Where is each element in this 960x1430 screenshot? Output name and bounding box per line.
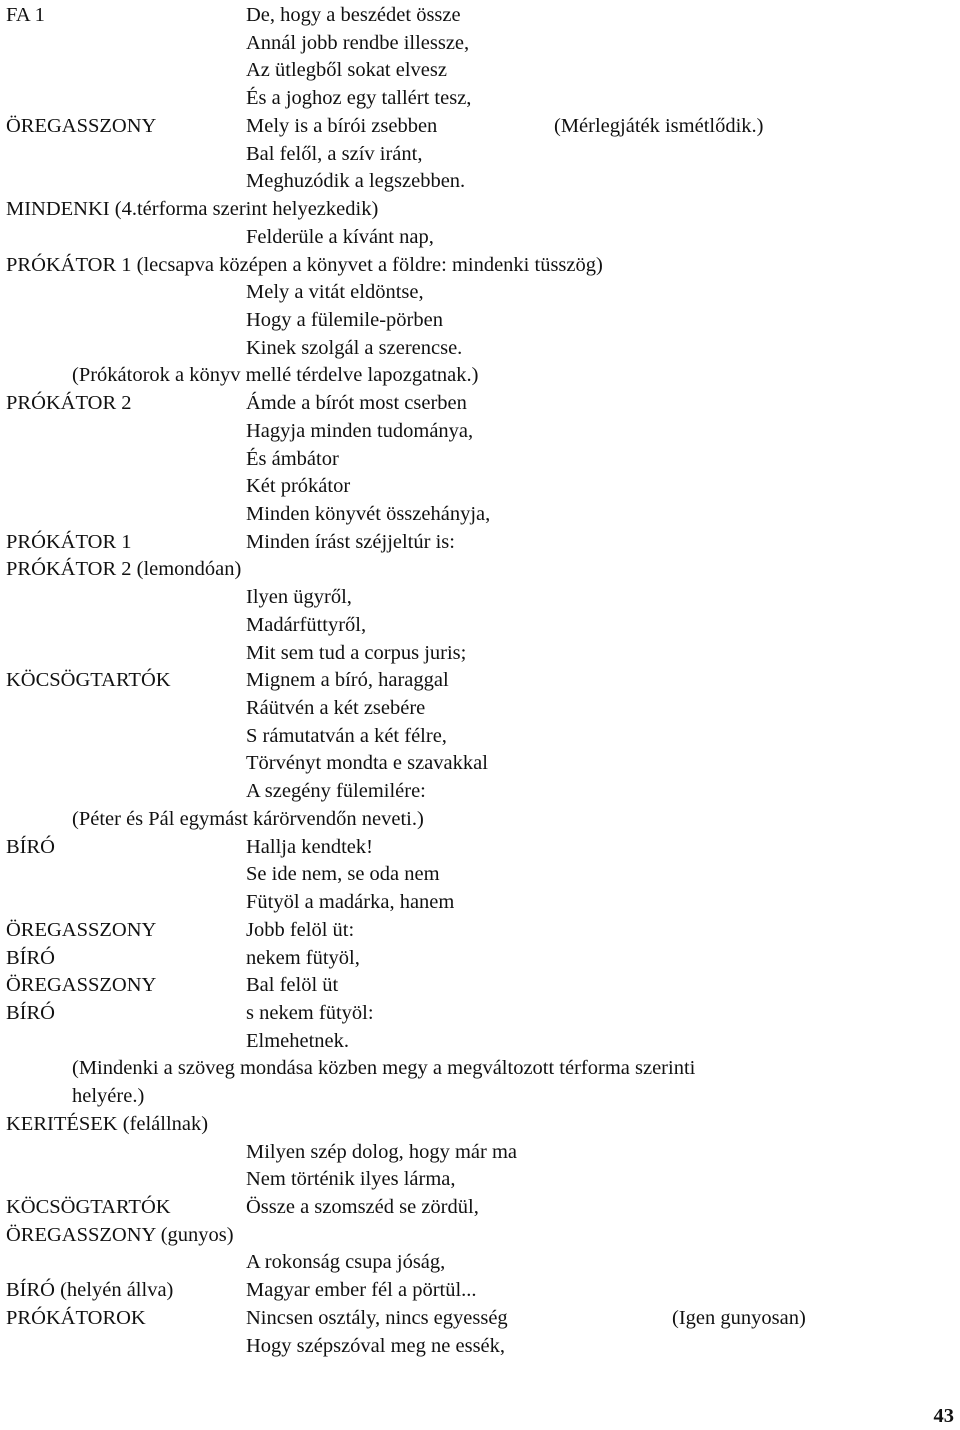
verse-text: Se ide nem, se oda nem <box>246 863 440 886</box>
script-line <box>0 1110 960 1138</box>
verse-text: Hagyja minden tudománya, <box>246 419 474 442</box>
verse-text: Ámde a bírót most cserben <box>246 392 467 415</box>
verse-text: Minden könyvét összehányja, <box>246 503 491 525</box>
script-line <box>0 1027 960 1055</box>
verse-text: Felderüle a kívánt nap, <box>246 225 434 248</box>
verse-text: Nem történik ilyes lárma, <box>246 1168 456 1191</box>
script-line <box>0 1221 960 1249</box>
speaker-name: KÖCSÖGTARTÓK <box>6 1196 171 1218</box>
script-line <box>0 472 960 500</box>
verse-text: A rokonság csupa jóság, <box>246 1251 446 1274</box>
verse-text: Fütyöl a madárka, hanem <box>246 891 455 913</box>
script-line <box>0 29 960 57</box>
script-line <box>0 971 960 999</box>
speaker-name: PRÓKÁTOR 2 (lemondóan) <box>6 558 242 581</box>
speaker-name: BÍRÓ <box>6 835 55 858</box>
script-line <box>0 999 960 1027</box>
script-line <box>0 1332 960 1360</box>
verse-text: Elmehetnek. <box>246 1029 350 1052</box>
verse-text: A szegény fülemilére: <box>246 780 426 803</box>
verse-text: Hallja kendtek! <box>246 835 373 858</box>
speaker-name: BÍRÓ <box>6 946 55 969</box>
verse-text: s nekem fütyöl: <box>246 1001 374 1024</box>
verse-text: Össze a szomszéd se zördül, <box>246 1196 479 1218</box>
stage-direction: (Mindenki a szöveg mondása közben megy a megváltozott térforma szerinti <box>72 1057 696 1080</box>
script-line <box>0 1193 960 1221</box>
script-line <box>0 1082 960 1110</box>
script-line <box>0 833 960 861</box>
script-line <box>0 389 960 417</box>
speaker-name: FA 1 <box>6 4 45 26</box>
script-line <box>0 1248 960 1276</box>
verse-text: Bal felöl üt <box>246 974 339 997</box>
stage-direction: (Péter és Pál egymást kárörvendőn neveti.) <box>72 807 424 830</box>
script-line <box>0 195 960 223</box>
script-line <box>0 1 960 29</box>
script-line <box>0 888 960 916</box>
speaker-name: PRÓKÁTOR 2 <box>6 392 132 415</box>
script-line <box>0 583 960 611</box>
script-line <box>0 639 960 667</box>
speaker-name: ÖREGASSZONY <box>6 974 157 997</box>
script-line <box>0 555 960 583</box>
speaker-name: BÍRÓ <box>6 1001 55 1024</box>
script-line <box>0 223 960 251</box>
script-line <box>0 1165 960 1193</box>
speaker-name: ÖREGASSZONY <box>6 114 157 137</box>
verse-text: Hogy szépszóval meg ne essék, <box>246 1334 506 1357</box>
verse-text: S rámutatván a két félre, <box>246 724 447 747</box>
verse-text: Madárfüttyről, <box>246 613 367 636</box>
script-line <box>0 1138 960 1166</box>
speaker-name: PRÓKÁTOR 1 (lecsapva középen a könyvet a földre: mindenki tüsszög) <box>6 253 603 276</box>
stage-note: (Mérlegjáték ismétlődik.) <box>554 114 764 137</box>
stage-direction: helyére.) <box>72 1085 145 1108</box>
script-line <box>0 1276 960 1304</box>
verse-text: Minden írást széjjeltúr is: <box>246 530 455 553</box>
speaker-name: ÖREGASSZONY <box>6 918 157 941</box>
script-line <box>0 251 960 279</box>
speaker-name: KERITÉSEK (felállnak) <box>6 1112 209 1135</box>
script-line <box>0 500 960 528</box>
script-line <box>0 334 960 362</box>
stage-note: (Igen gunyosan) <box>672 1306 806 1329</box>
verse-text: Törvényt mondta e szavakkal <box>246 752 488 775</box>
script-line <box>0 417 960 445</box>
speaker-name: PRÓKÁTOR 1 <box>6 530 132 553</box>
script-line <box>0 112 960 140</box>
script-line <box>0 666 960 694</box>
page-number: 43 <box>933 1405 954 1427</box>
speaker-name: MINDENKI (4.térforma szerint helyezkedik) <box>6 198 379 220</box>
script-line <box>0 860 960 888</box>
verse-text: Mit sem tud a corpus juris; <box>246 641 467 664</box>
verse-text: Ilyen ügyről, <box>246 586 352 609</box>
verse-text: Az ütlegből sokat elvesz <box>246 59 447 82</box>
verse-text: Ráütvén a két zsebére <box>246 697 426 719</box>
verse-text: Kinek szolgál a szerencse. <box>246 336 463 359</box>
stage-direction: (Prókátorok a könyv mellé térdelve lapozgatnak.) <box>72 364 479 387</box>
script-line <box>0 167 960 195</box>
script-line <box>0 1304 960 1332</box>
verse-text: Két prókátor <box>246 475 351 498</box>
script-line <box>0 777 960 805</box>
verse-text: Milyen szép dolog, hogy már ma <box>246 1140 518 1163</box>
script-line <box>0 1054 960 1082</box>
script-line <box>0 278 960 306</box>
verse-text: Nincsen osztály, nincs egyesség <box>246 1306 508 1329</box>
speaker-name: KÖCSÖGTARTÓK <box>6 669 171 692</box>
script-line <box>0 140 960 168</box>
verse-text: Magyar ember fél a pörtül... <box>246 1279 477 1302</box>
verse-text: És a joghoz egy tallért tesz, <box>246 87 472 110</box>
script-line <box>0 694 960 722</box>
script-line <box>0 528 960 556</box>
script-line <box>0 361 960 389</box>
script-line <box>0 445 960 473</box>
speaker-name: PRÓKÁTOROK <box>6 1306 146 1329</box>
script-line <box>0 722 960 750</box>
verse-text: És ámbátor <box>246 447 339 470</box>
verse-text: Bal felől, a szív iránt, <box>246 142 423 165</box>
speaker-name: BÍRÓ (helyén állva) <box>6 1279 174 1302</box>
verse-text: Mely a vitát eldöntse, <box>246 281 424 304</box>
script-line <box>0 805 960 833</box>
script-line <box>0 944 960 972</box>
verse-text: Annál jobb rendbe illessze, <box>246 31 470 54</box>
verse-text: Meghuzódik a legszebben. <box>246 170 466 193</box>
verse-text: De, hogy a beszédet össze <box>246 4 461 26</box>
speaker-name: ÖREGASSZONY (gunyos) <box>6 1223 234 1246</box>
script-line <box>0 56 960 84</box>
verse-text: Mignem a bíró, haraggal <box>246 669 449 692</box>
script-line <box>0 611 960 639</box>
script-line <box>0 84 960 112</box>
script-line <box>0 306 960 334</box>
script-line <box>0 916 960 944</box>
verse-text: nekem fütyöl, <box>246 946 360 969</box>
verse-text: Jobb felöl üt: <box>246 918 355 941</box>
script-line <box>0 749 960 777</box>
verse-text: Mely is a bírói zsebben <box>246 114 438 137</box>
verse-text: Hogy a fülemile-pörben <box>246 308 443 331</box>
